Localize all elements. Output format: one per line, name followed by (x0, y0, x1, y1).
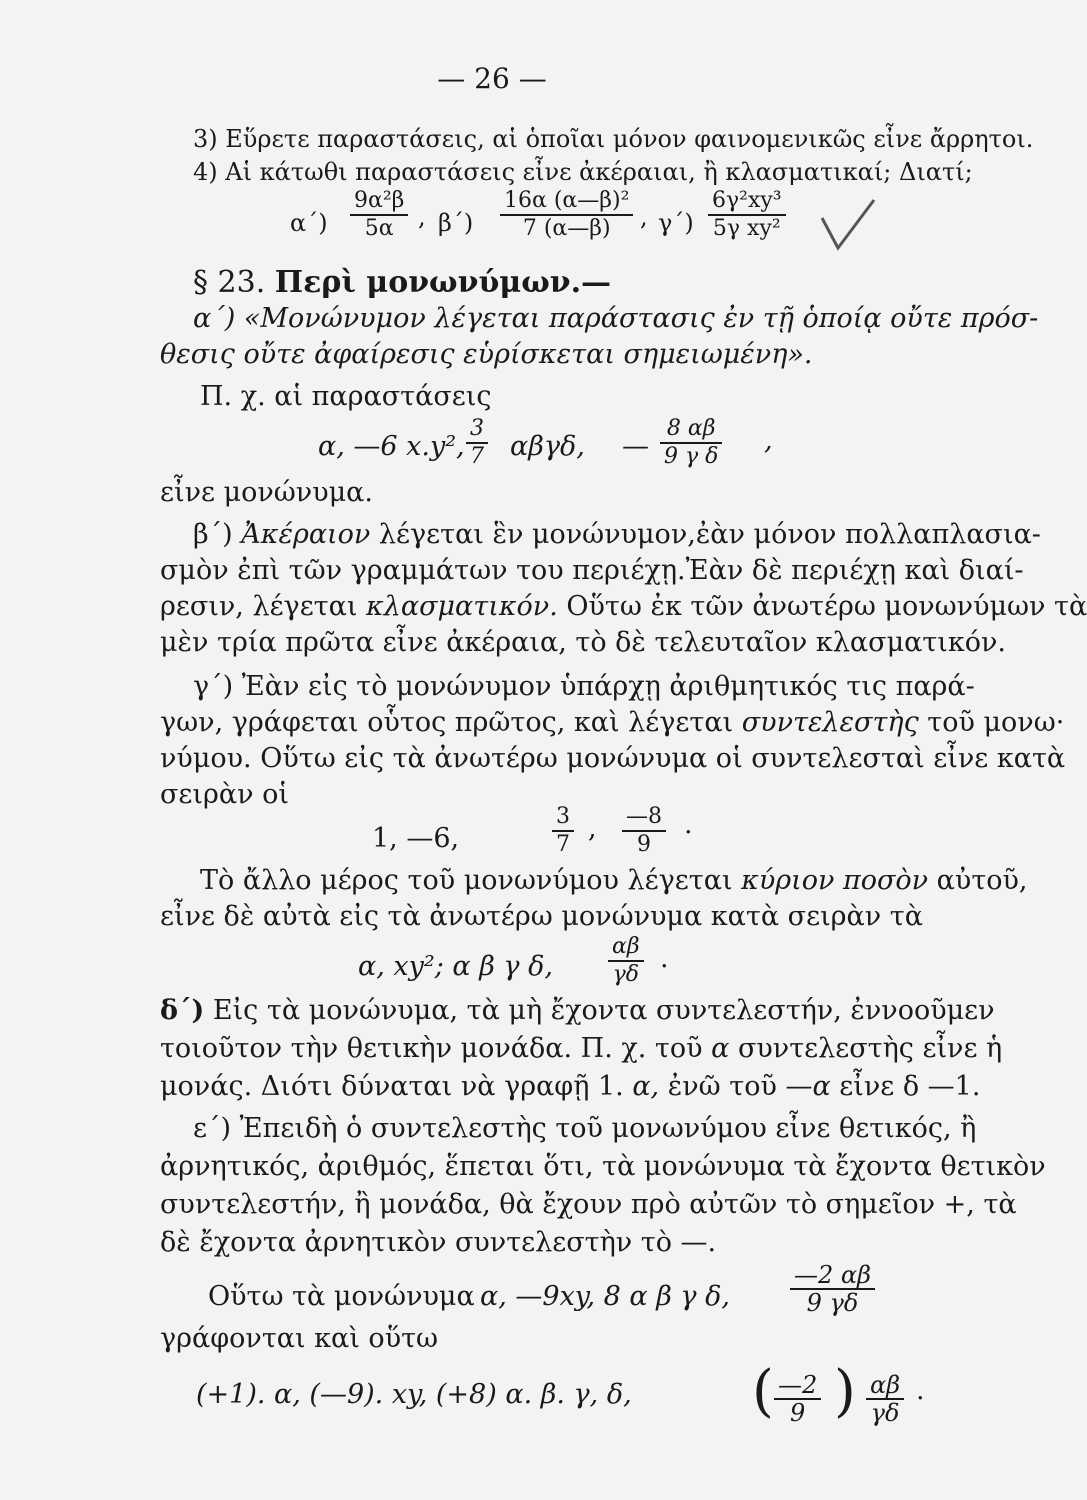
para-e-line-2: ἀρνητικός, ἀριθμός, ἕπεται ὅτι, τὰ μονώνυμα τὰ ἔχοντα θετικὸν (160, 1151, 1046, 1182)
exercise-4: 4) Αἱ κάτωθι παραστάσεις εἶνε ἀκέραιαι, ἢ κλασματικαί; Διατί; (193, 158, 973, 186)
coefficient-fraction-1-den: 7 (556, 832, 570, 857)
final-fraction-den: 9 γδ (806, 1289, 859, 1317)
para-c-line-2 (160, 706, 1064, 740)
para-a-minus: — (622, 431, 649, 462)
para-d-variable-2: α, (632, 1071, 660, 1102)
exercise-a-label: α΄) (290, 209, 328, 237)
paren-close: ) (834, 1359, 856, 1424)
para-e-line-4: δὲ ἔχοντα ἀρνητικὸν συντελεστὴν τὸ —. (160, 1227, 717, 1258)
main-parts-fraction (608, 934, 644, 988)
para-d-line-2 (160, 1032, 1002, 1066)
para-c-label: γ΄) (193, 671, 234, 702)
para-e-text-1: Ἐπειδὴ ὁ συντελεστὴς τοῦ μονωνύμου εἶνε θετικός, ἢ (239, 1113, 977, 1144)
last-fraction-den: γδ (870, 1399, 900, 1427)
para-d-text-2-start: τοιοῦτον τὴν θετικὴν μονάδα. Π. χ. τοῦ (160, 1033, 703, 1064)
para-d-variable-3: —α (785, 1071, 831, 1102)
para-b-line-2: σμὸν ἐπὶ τῶν γραμμάτων του περιέχῃ.Ἐὰν δὲ περιέχῃ καὶ διαί- (160, 555, 1024, 586)
para-b-text-3-start: ρεσιν, λέγεται (160, 591, 358, 622)
para-c-text-1: Ἐὰν εἰς τὸ μονώνυμον ὑπάρχῃ ἀριθμητικός τις παρά- (241, 671, 975, 702)
final-fraction (790, 1262, 875, 1316)
para-a-example-intro: Π. χ. αἱ παραστάσεις (200, 381, 492, 412)
para-e-line-1 (193, 1112, 976, 1146)
exercise-c-numerator: 6γ²xy³ (708, 188, 786, 216)
exercise-b-separator: , (640, 203, 648, 231)
para-c-text-2-rest: τοῦ μονω· (927, 707, 1065, 738)
exercise-a-numerator: 9α²β (350, 188, 408, 216)
main-parts-end: . (660, 943, 669, 974)
para-b-line-3 (160, 590, 1087, 624)
para-c-text-5-rest: αὐτοῦ, (936, 865, 1028, 896)
main-parts-fraction-num: αβ (608, 934, 644, 962)
para-e-line-3: συντελεστήν, ἢ μονάδα, θὰ ἔχουν πρὸ αὐτῶν τὸ σημεῖον +, τὰ (160, 1189, 1017, 1220)
para-a-line-1 (193, 302, 1038, 336)
coefficient-fraction-2 (622, 804, 666, 858)
main-parts-fraction-den: γδ (612, 962, 639, 987)
para-a-fraction-2-den: 9 γ δ (664, 444, 719, 469)
para-c-line-5 (200, 864, 1028, 898)
para-d-line-3 (160, 1070, 980, 1104)
exercise-a-fraction (350, 188, 408, 242)
para-b-term-2: κλασματικόν. (366, 591, 558, 622)
last-fraction-num: αβ (866, 1372, 904, 1400)
para-b-line-1 (193, 518, 1041, 552)
para-a-conclusion: εἶνε μονώνυμα. (160, 477, 373, 508)
exercise-c-denominator: 5γ xy² (712, 216, 781, 241)
para-a-fraction-2 (660, 416, 722, 470)
para-c-text-2-start: γων, γράφεται οὗτος πρῶτος, καὶ λέγεται (160, 707, 734, 738)
exercise-c-label: γ΄) (658, 209, 694, 237)
para-a-text-1: «Μονώνυμον λέγεται παράστασις ἐν τῇ ὁποίᾳ οὔτε πρόσ- (243, 303, 1039, 334)
section-title: Περὶ μονωνύμων.— (274, 265, 612, 300)
para-d-text-2-rest: συντελεστὴς εἶνε ἡ (737, 1033, 1003, 1064)
exercise-c-fraction (708, 188, 786, 242)
para-e-label: ε΄) (193, 1113, 232, 1144)
para-c-line-1 (193, 670, 975, 704)
para-b-line-4: μὲν τρία πρῶτα εἶνε ἀκέραια, τὸ δὲ τελευταῖον κλασματικόν. (160, 627, 1007, 658)
exercise-b-fraction (500, 188, 633, 242)
exercise-b-label: β΄) (438, 209, 474, 237)
para-b-text-3-rest: Οὕτω ἐκ τῶν ἀνωτέρω μονωνύμων τὰ (566, 591, 1087, 622)
final-line-2: γράφονται καὶ οὕτω (160, 1323, 439, 1354)
exercise-a-denominator: 5α (364, 216, 394, 241)
paren-fraction (774, 1372, 821, 1426)
para-d-text-3-end: εἶνε δ —1. (839, 1071, 981, 1102)
section-number: § 23. (193, 265, 266, 300)
para-a-label: α΄) (193, 303, 236, 334)
last-end: . (916, 1375, 925, 1406)
para-c-term: συντελεστὴς (741, 707, 919, 738)
last-fraction (866, 1372, 904, 1426)
final-line-3-expression: (+1). α, (—9). xy, (+8) α. β. γ, δ, (196, 1379, 632, 1410)
para-c-term-2: κύριον ποσὸν (741, 865, 929, 896)
para-a-expression-middle: αβγδ, (510, 431, 585, 462)
para-a-fraction-1-num: 3 (466, 416, 488, 444)
coefficient-fraction-1-num: 3 (552, 804, 574, 832)
para-a-fraction-1-den: 7 (470, 444, 484, 469)
para-a-fraction-1 (466, 416, 488, 470)
checkmark-icon (818, 196, 878, 256)
para-c-line-6: εἶνε δὲ αὐτὰ εἰς τὰ ἀνωτέρω μονώνυμα κατὰ σειρὰν τὰ (160, 901, 923, 932)
para-a-expression-start: α, —6 x.y², (318, 431, 465, 462)
para-a-line-2: θεσις οὔτε ἀφαίρεσις εὑρίσκεται σημειωμένη». (160, 339, 813, 370)
para-c-text-5-start: Τὸ ἄλλο μέρος τοῦ μονωνύμου λέγεται (200, 865, 733, 896)
coefficient-fraction-2-den: 9 (637, 832, 651, 857)
para-a-fraction-2-num: 8 αβ (660, 416, 722, 444)
para-b-term: Ἀκέραιον (241, 519, 371, 550)
final-line-1-start: Οὕτω τὰ μονώνυμα (208, 1281, 475, 1312)
paren-fraction-den: 9 (790, 1399, 806, 1427)
para-c-line-4: σειρὰν οἱ (160, 779, 289, 810)
section-heading (193, 266, 611, 300)
coefficient-separator: , (588, 813, 597, 844)
exercise-a-separator: , (418, 203, 426, 231)
para-a-expression-end: , (764, 425, 773, 456)
final-fraction-num: —2 αβ (790, 1262, 875, 1290)
para-d-line-1 (160, 994, 995, 1028)
paren-fraction-num: —2 (774, 1372, 821, 1400)
paren-open: ( (752, 1359, 774, 1424)
para-d-variable: α (711, 1033, 730, 1064)
coefficients-start: 1, —6, (372, 823, 460, 854)
para-d-text-3-start: μονάς. Διότι δύναται νὰ γραφῇ 1. (160, 1071, 624, 1102)
exercise-b-denominator: 7 (α—β) (522, 216, 611, 241)
exercise-3: 3) Εὕρετε παραστάσεις, αἱ ὁποῖαι μόνον φαινομενικῶς εἶνε ἄρρητοι. (193, 125, 1034, 153)
para-d-label: δ΄) (160, 995, 205, 1026)
exercise-b-numerator: 16α (α—β)² (500, 188, 633, 216)
para-c-line-3: νύμου. Οὕτω εἰς τὰ ἀνωτέρω μονώνυμα οἱ συντελεσταὶ εἶνε κατὰ (160, 743, 1066, 774)
para-d-text-1: Εἰς τὰ μονώνυμα, τὰ μὴ ἔχοντα συντελεστήν, ἐννοοῦμεν (212, 995, 995, 1026)
main-parts-expression: α, xy²; α β γ δ, (358, 951, 553, 982)
coefficient-fraction-1 (552, 804, 574, 858)
para-b-text-1: λέγεται ἓν μονώνυμον,ἐὰν μόνον πολλαπλασια- (378, 519, 1041, 550)
final-line-1-expression: α, —9xy, 8 α β γ δ, (480, 1281, 730, 1312)
page-number: — 26 — (437, 62, 547, 95)
coefficient-end: . (684, 809, 693, 840)
para-d-text-3-rest: ἐνῶ τοῦ (667, 1071, 777, 1102)
para-b-label: β΄) (193, 519, 233, 550)
coefficient-fraction-2-num: —8 (622, 804, 666, 832)
